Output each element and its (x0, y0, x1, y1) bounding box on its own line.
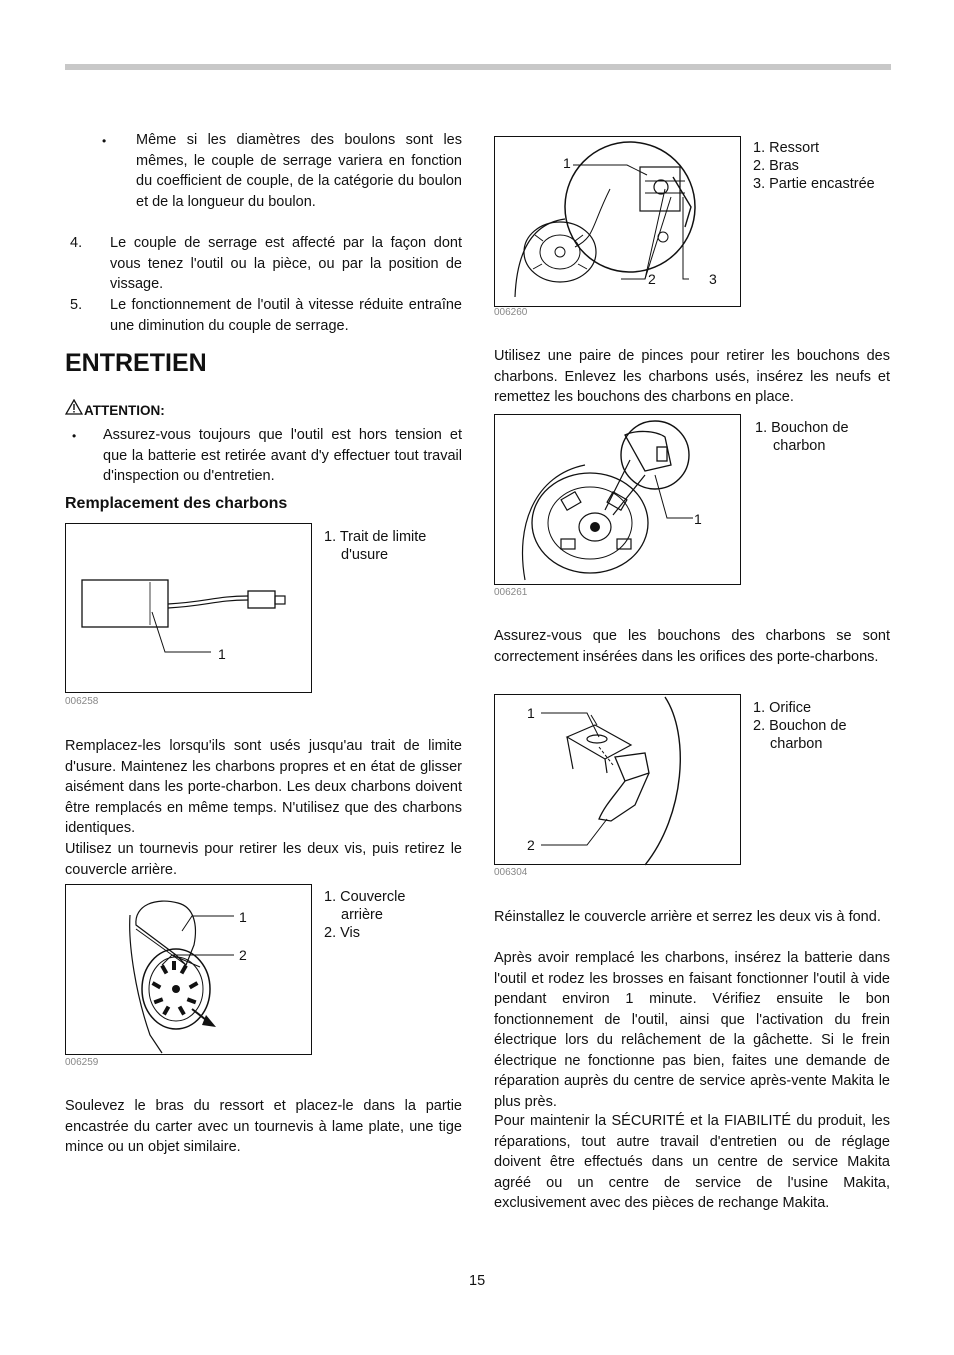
header-rule (65, 64, 891, 70)
attention-label: ATTENTION: (84, 403, 165, 418)
callout-3: 3 (709, 271, 717, 287)
paragraph: Pour maintenir la SÉCURITÉ et la FIABILITÉ du produit, les réparations, tout autre travail d'entretien ou de réglage doivent être effectués dans un centre de service Makita agréé ou un centre de service de l'usine Makita, exclusivement avec des pièces de rechange Makita. (494, 1113, 890, 1211)
warning-triangle-icon (65, 399, 83, 415)
page-number: 15 (469, 1273, 486, 1289)
callout-1: 1 (218, 646, 226, 662)
figure-caption: 2. Vis (324, 925, 361, 941)
bullet-text: Même si les diamètres des boulons sont les mêmes, le couple de serrage variera en fonction du coefficient de couple, de la catégorie du boulon et de la longueur du boulon. (136, 132, 462, 210)
figure-caption: 2. Bouchon de (753, 718, 847, 734)
figure-code: 006261 (494, 587, 528, 598)
figure-brush-wear-limit (65, 523, 312, 693)
item-number: 4. (70, 235, 83, 251)
figure-caption: 2. Bras (753, 158, 799, 174)
callout-2: 2 (527, 837, 535, 853)
list-item: Le fonctionnement de l'outil à vitesse réduite entraîne une diminution du couple de serrage. (110, 297, 462, 334)
paragraph: Après avoir remplacé les charbons, insérez la batterie dans l'outil et rodez les brosses en faisant fonctionner l'outil à vide pendant environ 1 minute. Vérifiez ensuite le bon fonctionnement de l'outil, ainsi que l'activation du frein électrique lors du relâchement de la gâchette. Si le frein électrique ne fonctionne pas bien, faites une demande de réparation auprès du centre de service après-vente Makita le plus près. (494, 950, 890, 1110)
paragraph: Assurez-vous que les bouchons des charbons se sont correctement insérées dans les orifices des porte-charbons. (494, 628, 890, 665)
figure-caption: 1. Ressort (753, 140, 820, 156)
figure-code: 006258 (65, 696, 99, 707)
paragraph: Réinstallez le couvercle arrière et serrez les deux vis à fond. (494, 909, 881, 925)
paragraph: Remplacez-les lorsqu'ils sont usés jusqu'au trait de limite d'usure. Maintenez les charbons propres et en état de glisser aisément dans les porte-charbon. Les deux charbons doivent être remplacés en même temps. N'utilisez que des charbons identiques. (65, 738, 462, 836)
callout-2: 2 (648, 271, 656, 287)
callout-1: 1 (694, 511, 702, 527)
bullet: • (102, 134, 107, 148)
figure-caption: 1. Orifice (753, 700, 812, 716)
section-heading: ENTRETIEN (65, 349, 207, 377)
callout-2: 2 (239, 947, 247, 963)
figure-caption: 1. Couvercle (324, 889, 406, 905)
figure-orifice-cap (494, 694, 741, 865)
figure-rear-cover (65, 884, 312, 1055)
figure-code: 006260 (494, 307, 528, 318)
paragraph: Utilisez une paire de pinces pour retirer les bouchons des charbons. Enlevez les charbons usés, insérez les neufs et remettez les bouchons des charbons en place. (494, 348, 890, 405)
figure-code: 006304 (494, 867, 528, 878)
subsection-heading: Remplacement des charbons (65, 495, 288, 512)
figure-code: 006259 (65, 1057, 99, 1068)
callout-1: 1 (239, 909, 247, 925)
paragraph: Soulevez le bras du ressort et placez-le dans la partie encastrée du carter avec un tournevis à lame plate, une tige mince ou un objet similaire. (65, 1098, 462, 1155)
callout-1: 1 (527, 705, 535, 721)
figure-caption: 1. Trait de limite (324, 529, 427, 545)
callout-1: 1 (563, 155, 571, 171)
figure-caption: 1. Bouchon de (755, 420, 849, 436)
paragraph: Utilisez un tournevis pour retirer les deux vis, puis retirez le couvercle arrière. (65, 841, 462, 878)
figure-caption: charbon (773, 438, 826, 454)
figure-spring-arm (494, 136, 741, 307)
figure-caption: 3. Partie encastrée (753, 176, 875, 192)
list-item: Le couple de serrage est affecté par la façon dont vous tenez l'outil ou la pièce, ou par la position de vissage. (110, 235, 462, 292)
figure-caption: charbon (770, 736, 823, 752)
figure-caption: d'usure (341, 547, 389, 563)
figure-brush-cap (494, 414, 741, 585)
item-number: 5. (70, 297, 83, 313)
figure-caption: arrière (341, 907, 383, 923)
bullet: • (72, 429, 77, 443)
attention-text: Assurez-vous toujours que l'outil est hors tension et que la batterie est retirée avant d'y effectuer tout travail d'inspection ou d'entretien. (103, 427, 462, 484)
